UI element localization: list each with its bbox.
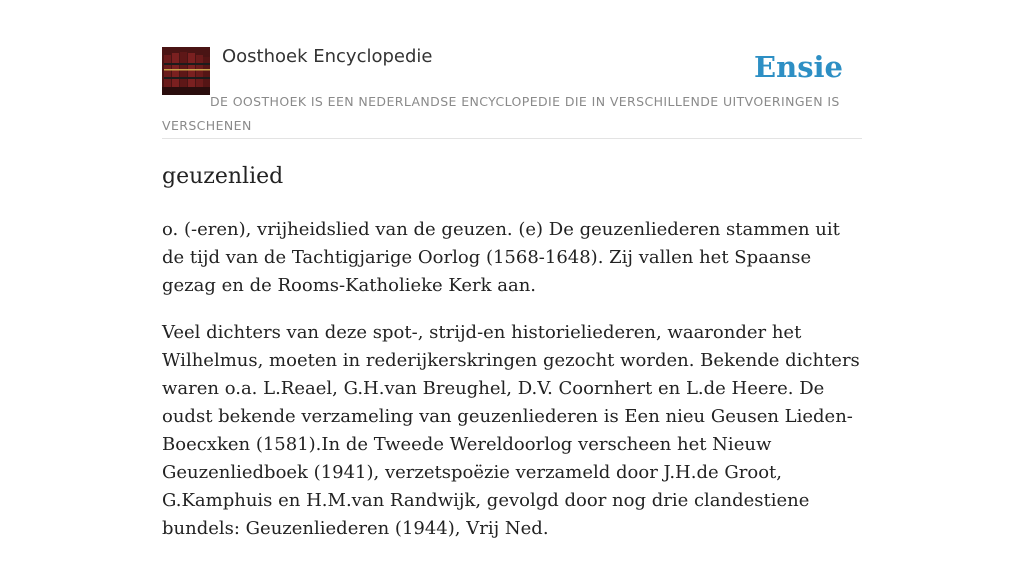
- site-tagline: DE OOSTHOEK IS EEN NEDERLANDSE ENCYCLOPEDIE DIE IN VERSCHILLENDE UITVOERINGEN IS VERSCHENEN: [162, 94, 840, 133]
- article-paragraph: Veel dichters van deze spot-, strijd-en historieliederen, waaronder het Wilhelmus, moeten in rederijkerskringen gezocht worden. Bekende dichters waren o.a. L.Reael, G.H.van Breughel, D.V. Coornhert en L.de Heere. De oudst bekende verzameling van geuzenliederen is Een nieu Geusen Lieden-Boecxken (1581).In de Tweede Wereldoorlog verscheen het Nieuw Geuzenliedboek (1941), verzetspoëzie verzameld door J.H.de Groot, G.Kamphuis en H.M.van Randwijk, gevolgd door nog drie clandestiene bundels: Geuzenliederen (1944), Vrij Ned.: [162, 322, 860, 539]
- site-title[interactable]: Oosthoek Encyclopedie: [222, 46, 433, 67]
- encyclopedia-books-icon[interactable]: [162, 47, 210, 95]
- article-body: [162, 216, 862, 562]
- article-title: geuzenlied: [162, 164, 284, 189]
- site-header: [162, 0, 862, 139]
- main-container: [162, 0, 862, 539]
- ensie-logo-link[interactable]: Ensie: [754, 50, 843, 84]
- article-paragraph: o. (-eren), vrijheidslied van de geuzen. (e) De geuzenliederen stammen uit de tijd van de Tachtigjarige Oorlog (1568-1648). Zij vallen het Spaanse gezag en de Rooms-Katholieke Kerk aan.: [162, 219, 840, 296]
